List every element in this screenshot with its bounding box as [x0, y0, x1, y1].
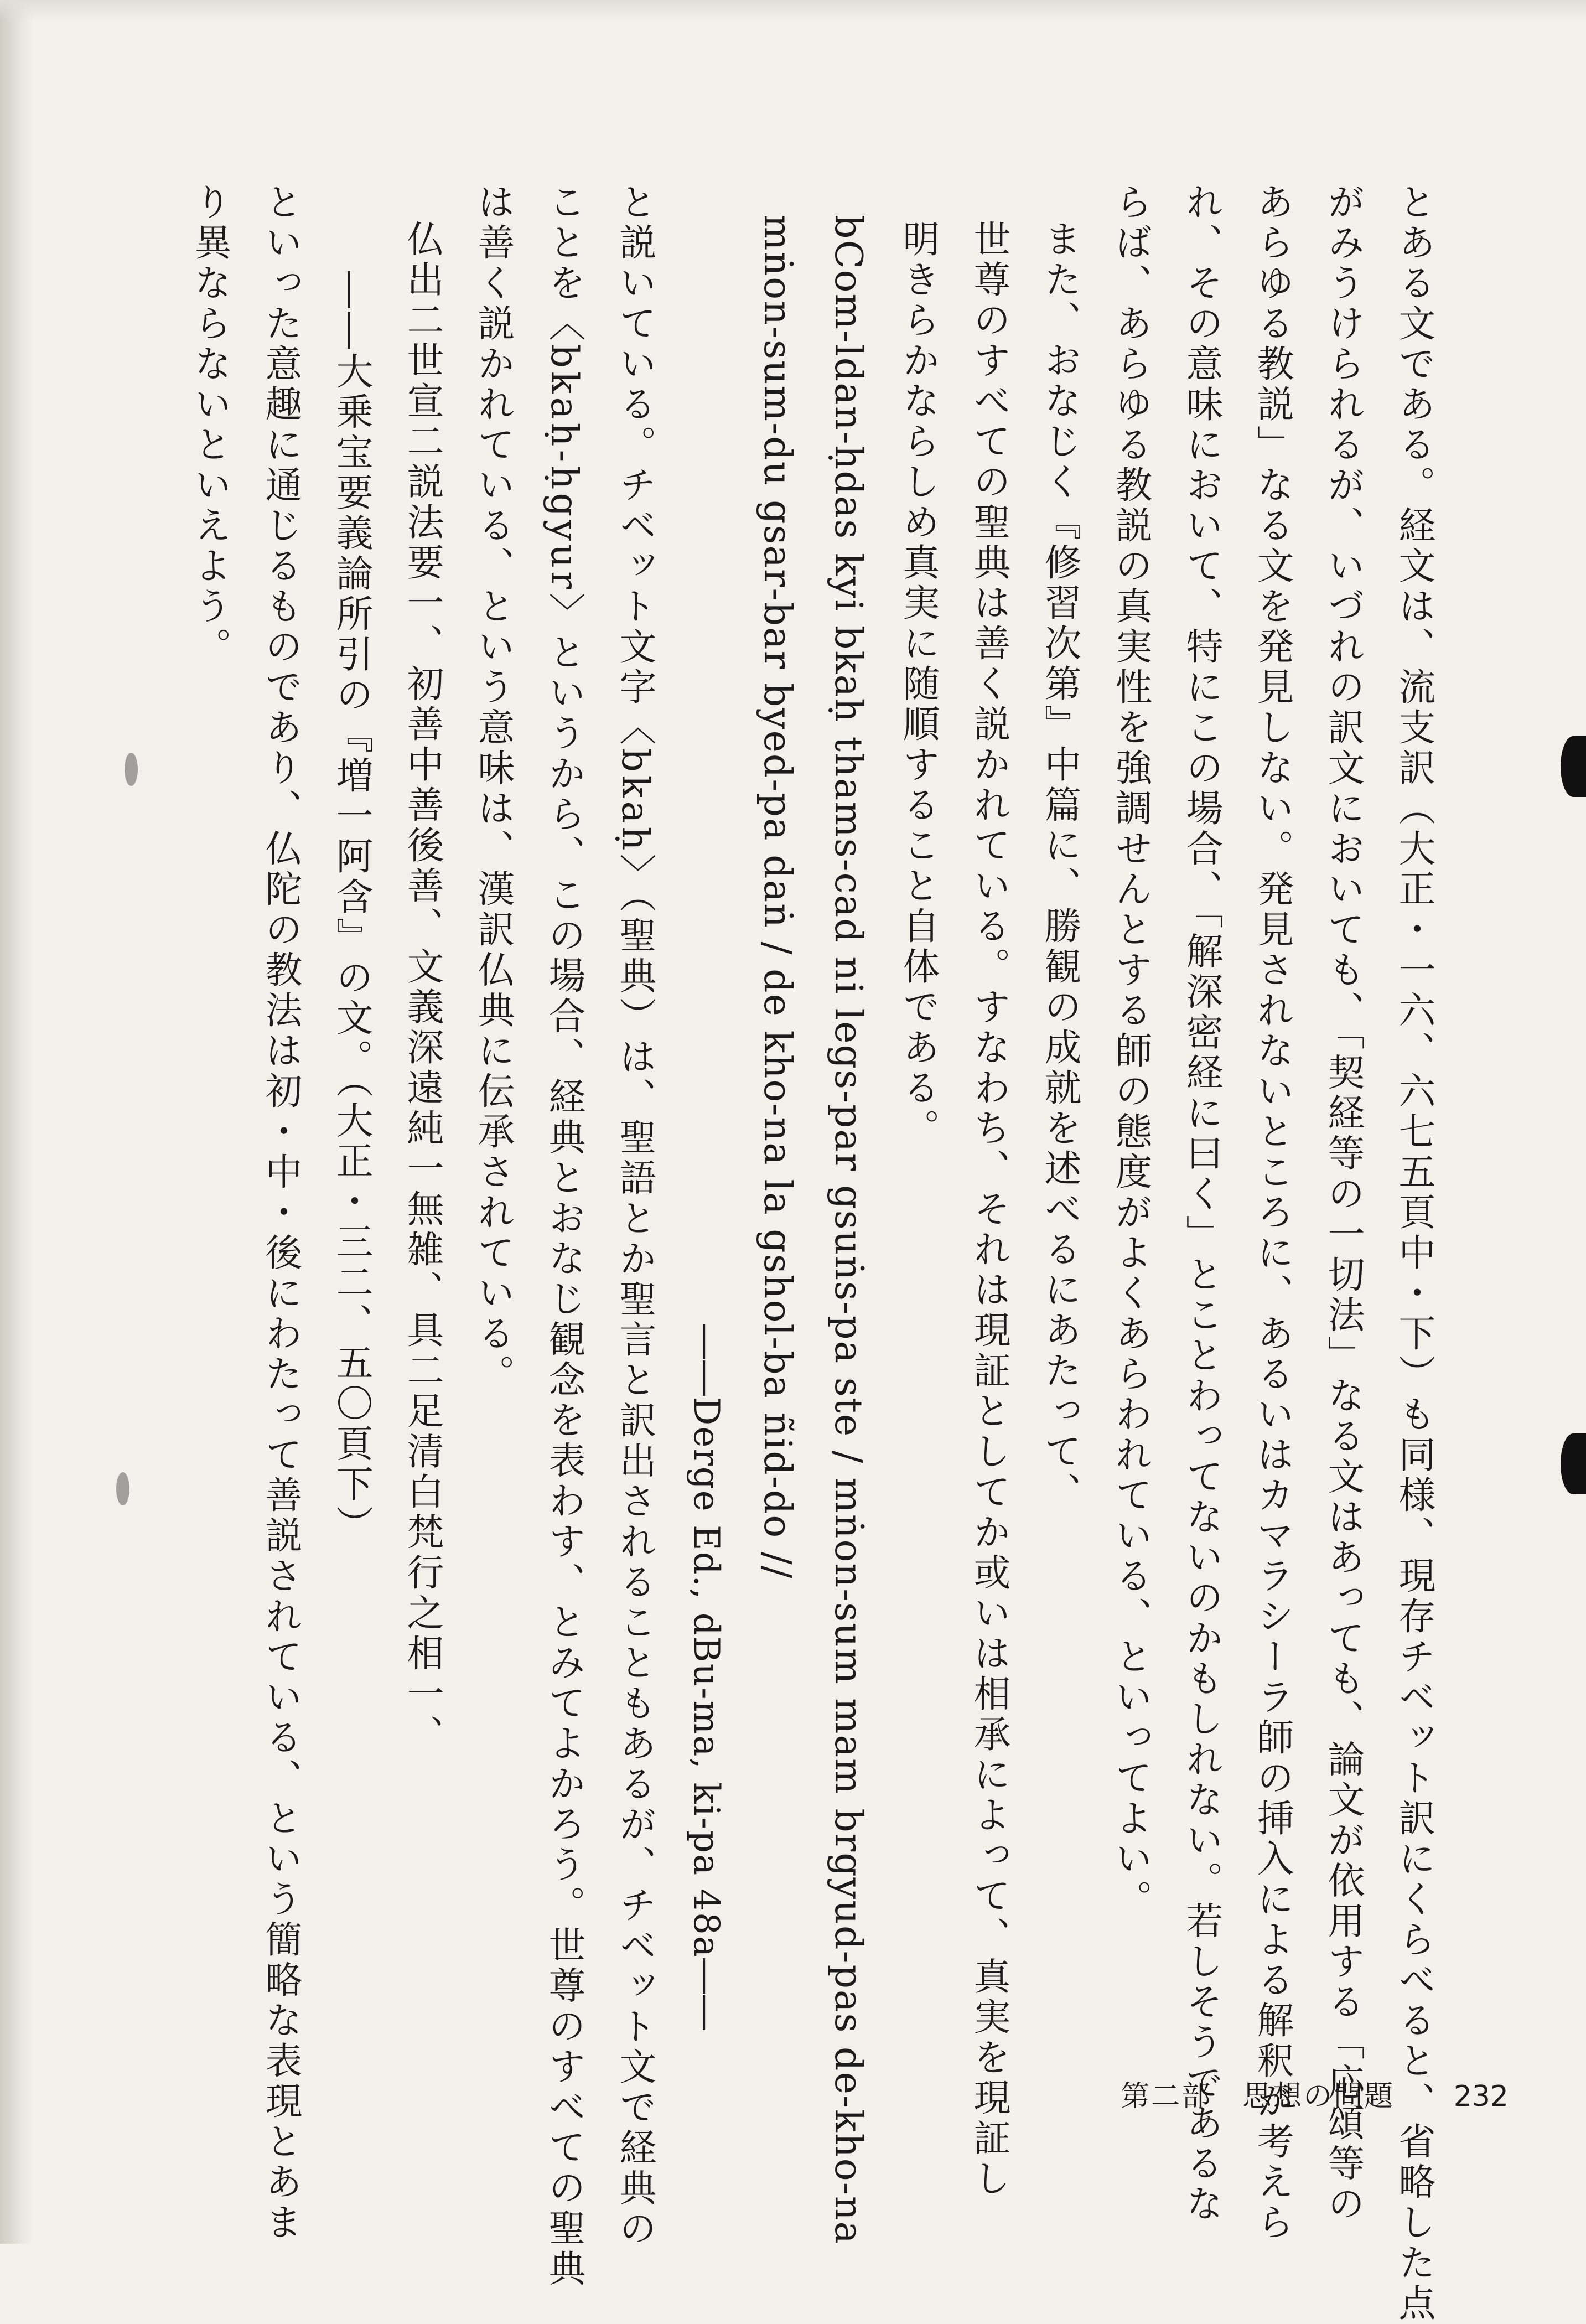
scan-top-edge [0, 0, 1586, 22]
scan-smudge-1 [125, 753, 138, 786]
body-line-1: とある文である。経文は、流支訳（大正・一六、六七五頁中・下）も同様、現存チベット訳にくらべると、省略した点 [1393, 183, 1436, 2324]
after-line-3: は善く説かれている、という意味は、漢訳仏典に伝承されている。 [472, 183, 515, 1395]
scan-margin-shadow [0, 0, 33, 2244]
quote-line-2: 明きらかならしめ真実に随順すること自体である。 [897, 220, 940, 1149]
closing-line-1: といった意趣に通じるものであり、仏陀の教法は初・中・後にわたって善説されている、という簡略な表現とあま [260, 183, 303, 2243]
body-line-6: また、おなじく『修習次第』中篇に、勝観の成就を述べるにあたって、 [1039, 220, 1082, 1513]
quote-citation: ――大乗宝要義論所引の『増一阿含』の文。（大正・三二、五〇頁下） [330, 271, 374, 1546]
after-line-1: と説いている。チベット文字〈bkaḥ〉（聖典）は、聖語とか聖言と訳出されることもあるが、チベット文で経典の [614, 183, 657, 2250]
body-line-3: あらゆる教説」なる文を発見しない。発見されないところに、あるいはカマラシーラ師の挿入による解釈が考えら [1251, 183, 1294, 2243]
tibetan-line-2: mṅon-sum-du gsar-bar byed-pa daṅ / de kho-na la gshol-ba ñid-do // [755, 215, 799, 1580]
binding-hole-lower [1561, 1433, 1586, 1494]
after-line-2: ことを〈bkaḥ-ḥgyur〉というから、この場合、経典とおなじ観念を表わす、とみてよかろう。世尊のすべての聖典 [543, 183, 586, 2290]
body-line-4: れ、その意味において、特にこの場合、「解深密経に曰く」とことわってないのかもしれない。若しそうであるな [1180, 183, 1224, 2225]
closing-line-2: り異ならないといえよう。 [189, 183, 232, 667]
binding-hole-upper [1561, 736, 1586, 797]
scan-smudge-2 [116, 1472, 129, 1505]
quote-line-1: 世尊のすべての聖典は善く説かれている。すなわち、それは現証としてか或いは相承によって、真実を現証し [968, 220, 1011, 2199]
body-line-5: らば、あらゆる教説の真実性を強調せんとする師の態度がよくあらわれている、といってよい。 [1110, 183, 1153, 1920]
footer-section-title: 第二部 思想の問題 [1121, 2080, 1395, 2113]
chinese-quote: 仏出二世宣二説法要一、初善中善後善、文義深遠純一無雑、具二足清白梵行之相一、 [401, 220, 444, 1755]
tibetan-citation: ――Derge Ed., dBu-ma, ki-pa 48a―― [686, 1324, 727, 2031]
page-footer [1121, 2073, 1509, 2114]
tibetan-line-1: bCom-ldan-ḥdas kyi bkaḥ thams-cad ni legs-par gsuṅs-pa ste / mṅon-sum mam brgyud-pas de-kho-na [826, 215, 870, 2245]
body-line-2: がみうけられるが、いづれの訳文においても、「契経等の一切法」なる文はあっても、論文が依用する「応頌等の [1322, 183, 1365, 2225]
page-number: 232 [1453, 2080, 1509, 2113]
